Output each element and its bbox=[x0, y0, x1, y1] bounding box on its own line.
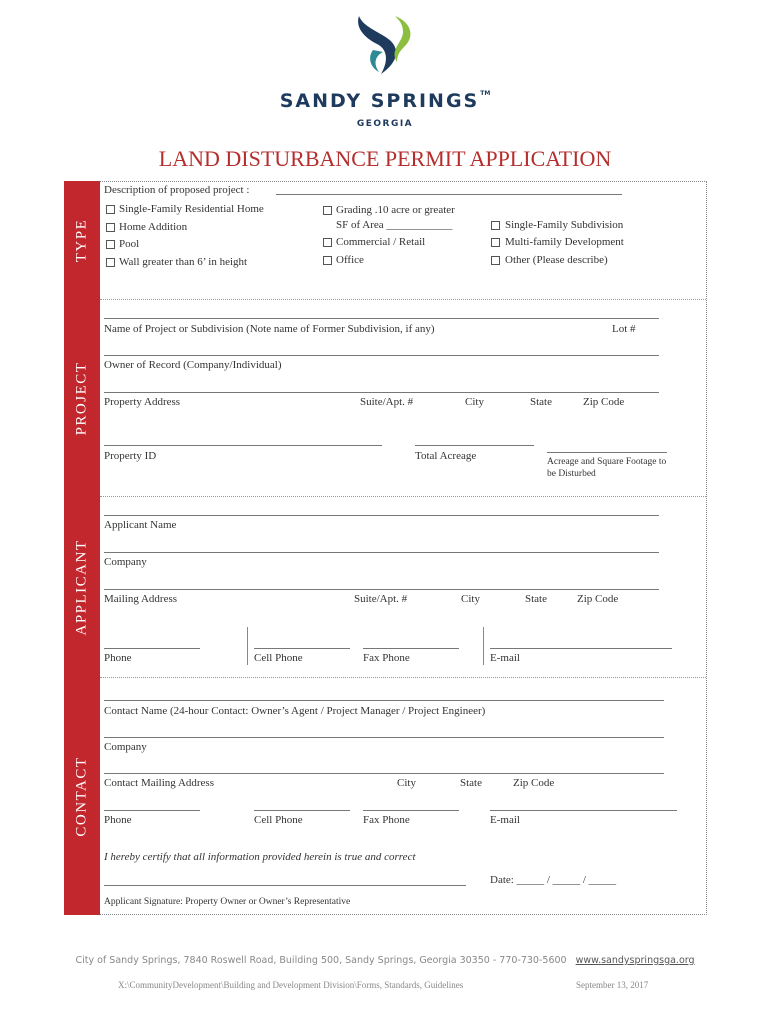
option-label: Commercial / Retail bbox=[336, 236, 426, 248]
phone-label: Phone bbox=[104, 814, 132, 826]
zip-label: Zip Code bbox=[583, 396, 625, 408]
section-divider bbox=[100, 677, 706, 678]
contact-name-input[interactable] bbox=[104, 700, 664, 701]
option-label: Multi-family Development bbox=[505, 236, 624, 248]
city-label: City bbox=[397, 777, 416, 789]
total-acreage-input[interactable] bbox=[415, 445, 534, 446]
suite-label: Suite/Apt. # bbox=[360, 396, 414, 408]
project-name-label: Name of Project or Subdivision (Note name of Former Subdivision, if any) bbox=[104, 323, 435, 335]
checkbox-single-family-subdivision[interactable] bbox=[491, 221, 500, 230]
mailing-address-label: Mailing Address bbox=[104, 593, 178, 605]
email-label: E-mail bbox=[490, 814, 520, 826]
file-path: X:\CommunityDevelopment\Building and Development Division\Forms, Standards, Guidelines bbox=[118, 980, 464, 990]
checkbox-home-addition[interactable] bbox=[106, 223, 115, 232]
owner-input[interactable] bbox=[104, 355, 659, 356]
contact-fax-input[interactable] bbox=[363, 810, 459, 811]
property-id-input[interactable] bbox=[104, 445, 382, 446]
description-label: Description of proposed project : bbox=[104, 184, 250, 196]
page-title: LAND DISTURBANCE PERMIT APPLICATION bbox=[158, 146, 612, 171]
state-label: State bbox=[525, 593, 547, 605]
footer-address: City of Sandy Springs, 7840 Roswell Road, Building 500, Sandy Springs, Georgia 30350 - 770-730-5600 www.sandyspringsga.org bbox=[75, 955, 695, 966]
applicant-cell-input[interactable] bbox=[254, 648, 350, 649]
contact-company-input[interactable] bbox=[104, 737, 664, 738]
checkbox-single-family-home[interactable] bbox=[106, 205, 115, 214]
zip-label: Zip Code bbox=[577, 593, 619, 605]
sandy-springs-logo-icon bbox=[353, 14, 415, 78]
field-separator bbox=[247, 627, 248, 665]
email-label: E-mail bbox=[490, 652, 520, 664]
contact-cell-input[interactable] bbox=[254, 810, 350, 811]
state-label: State bbox=[530, 396, 552, 408]
applicant-mailing-input[interactable] bbox=[104, 589, 659, 590]
option-label: Home Addition bbox=[119, 221, 188, 233]
zip-label: Zip Code bbox=[513, 777, 555, 789]
acreage-note: be Disturbed bbox=[547, 469, 596, 479]
owner-label: Owner of Record (Company/Individual) bbox=[104, 359, 282, 371]
contact-mailing-input[interactable] bbox=[104, 773, 664, 774]
city-label: City bbox=[461, 593, 480, 605]
description-input[interactable] bbox=[276, 194, 622, 195]
applicant-company-input[interactable] bbox=[104, 552, 659, 553]
suite-label: Suite/Apt. # bbox=[354, 593, 408, 605]
brand-state: GEORGIA bbox=[356, 119, 414, 129]
option-label: Other (Please describe) bbox=[505, 254, 608, 266]
website-link[interactable]: www.sandyspringsga.org bbox=[575, 955, 695, 966]
revision-date: September 13, 2017 bbox=[576, 980, 649, 990]
checkbox-grading[interactable] bbox=[323, 206, 332, 215]
signature-label: Applicant Signature: Property Owner or Owner’s Representative bbox=[104, 897, 351, 907]
section-label-project: PROJECT bbox=[73, 361, 90, 435]
sf-area-field[interactable]: SF of Area ____________ bbox=[336, 219, 453, 231]
checkbox-wall[interactable] bbox=[106, 258, 115, 267]
property-address-label: Property Address bbox=[104, 396, 181, 408]
project-name-input[interactable] bbox=[104, 318, 659, 319]
cell-phone-label: Cell Phone bbox=[254, 652, 303, 664]
option-label: Single-Family Residential Home bbox=[119, 203, 264, 215]
contact-email-input[interactable] bbox=[490, 810, 677, 811]
phone-label: Phone bbox=[104, 652, 132, 664]
lot-label: Lot # bbox=[612, 323, 636, 335]
date-field[interactable]: Date: _____ / _____ / _____ bbox=[490, 874, 617, 886]
form-frame bbox=[64, 181, 707, 915]
applicant-phone-input[interactable] bbox=[104, 648, 200, 649]
applicant-company-label: Company bbox=[104, 556, 147, 568]
section-label-type: TYPE bbox=[73, 218, 90, 262]
total-acreage-label: Total Acreage bbox=[415, 450, 477, 462]
brand-name: SANDY SPRINGS™ bbox=[279, 90, 491, 112]
section-divider bbox=[100, 299, 706, 300]
cell-phone-label: Cell Phone bbox=[254, 814, 303, 826]
applicant-email-input[interactable] bbox=[490, 648, 672, 649]
option-label: Grading .10 acre or greater bbox=[336, 204, 455, 216]
section-divider bbox=[100, 496, 706, 497]
option-label: Pool bbox=[119, 238, 140, 250]
checkbox-multi-family[interactable] bbox=[491, 238, 500, 247]
contact-name-label: Contact Name (24-hour Contact: Owner’s Agent / Project Manager / Project Engineer) bbox=[104, 705, 486, 717]
option-label: Single-Family Subdivision bbox=[505, 219, 624, 231]
option-label: Wall greater than 6’ in height bbox=[119, 256, 248, 268]
fax-phone-label: Fax Phone bbox=[363, 814, 410, 826]
applicant-fax-input[interactable] bbox=[363, 648, 459, 649]
section-label-contact: CONTACT bbox=[73, 756, 90, 837]
state-label: State bbox=[460, 777, 482, 789]
city-label: City bbox=[465, 396, 484, 408]
option-label: Office bbox=[336, 254, 364, 266]
signature-input[interactable] bbox=[104, 885, 466, 886]
contact-phone-input[interactable] bbox=[104, 810, 200, 811]
checkbox-other[interactable] bbox=[491, 256, 500, 265]
disturbed-area-input[interactable] bbox=[547, 452, 667, 453]
field-separator bbox=[483, 627, 484, 665]
contact-company-label: Company bbox=[104, 741, 147, 753]
property-id-label: Property ID bbox=[104, 450, 157, 462]
fax-phone-label: Fax Phone bbox=[363, 652, 410, 664]
applicant-name-input[interactable] bbox=[104, 515, 659, 516]
checkbox-office[interactable] bbox=[323, 256, 332, 265]
certification-statement: I hereby certify that all information provided herein is true and correct bbox=[104, 851, 416, 863]
checkbox-commercial[interactable] bbox=[323, 238, 332, 247]
property-address-input[interactable] bbox=[104, 392, 659, 393]
acreage-note: Acreage and Square Footage to bbox=[547, 457, 667, 467]
checkbox-pool[interactable] bbox=[106, 240, 115, 249]
contact-mailing-label: Contact Mailing Address bbox=[104, 777, 214, 789]
section-label-applicant: APPLICANT bbox=[73, 538, 90, 636]
applicant-name-label: Applicant Name bbox=[104, 519, 177, 531]
